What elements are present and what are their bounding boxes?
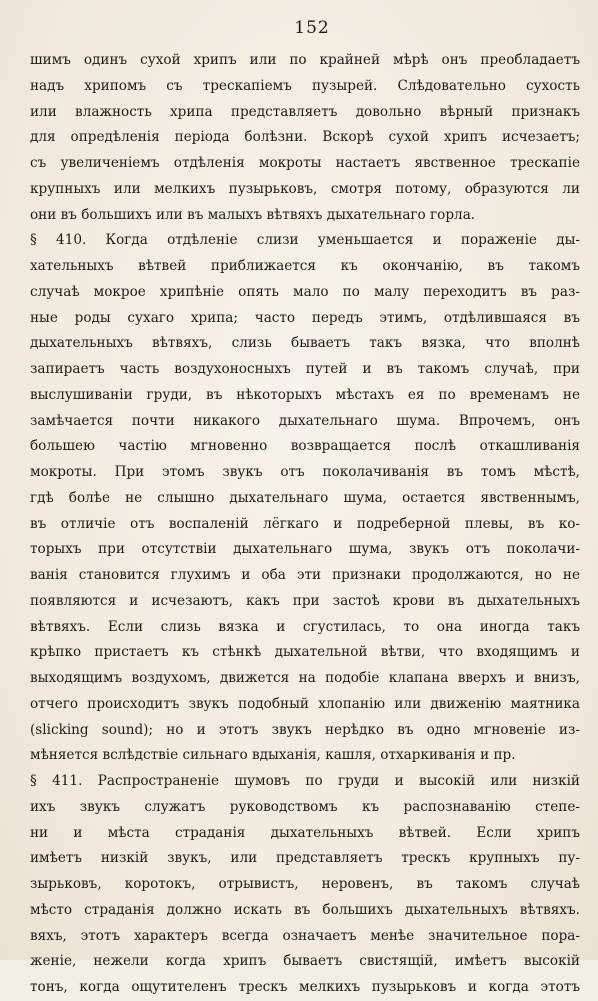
text-line: крѣпко пристаетъ къ стѣнкѣ дыхательной вѣтви, что входящимъ и — [30, 644, 580, 661]
text-line: (slicking sound); но и этотъ звукъ нерѣдко въ одно мгновеніе из- — [30, 721, 580, 738]
text-line: § 410. Когда отдѣленіе слизи уменьшается и пораженіе ды- — [30, 232, 580, 249]
text-line: замѣчается почти никакого дыхательнаго шума. Впрочемъ, онъ — [30, 412, 580, 429]
text-line: отчего происходитъ звукъ подобный хлопанію или движенію маятника — [30, 695, 580, 712]
text-line: выходящимъ воздухомъ, движется на подобіе клапана вверхъ и внизъ, — [30, 670, 580, 686]
text-line: тонъ, когда ощутителенъ трескъ мелкихъ пузырьковъ и когда этотъ — [30, 979, 580, 995]
text-line: вѣтвяхъ. Если слизь вязка и сгустилась, то она иногда такъ — [30, 618, 580, 635]
text-line: мѣняется вслѣдствіе сильнаго вдыханія, кашля, отхаркиванія и пр. — [30, 747, 516, 764]
text-line: надъ хрипомъ съ трескапіемъ пузырей. Слѣдовательно сухость — [30, 77, 580, 94]
text-line: имѣетъ низкій звукъ, или представляетъ трескъ крупныхъ пу- — [30, 850, 580, 867]
text-line: хательныхъ вѣтвей приближается къ окончанію, въ такомъ — [30, 258, 580, 274]
text-line: зырьковъ, коротокъ, отрывистъ, неровенъ, въ такомъ случаѣ — [30, 876, 580, 892]
text-line: мокроты. При этомъ звукъ отъ поколачиванія въ томъ мѣстѣ, — [30, 464, 580, 480]
text-line: выслушиваніи груди, въ нѣкоторыхъ мѣстахъ ея по временамъ не — [30, 386, 580, 403]
text-line: дыхательныхъ вѣтвяхъ, слизь бываетъ такъ вязка, что вполнѣ — [30, 335, 580, 352]
text-line: для опредѣленія періода болѣзни. Вскорѣ сухой хрипъ исчезаетъ; — [30, 129, 580, 146]
text-line: ихъ звукъ служатъ руководствомъ къ распознаванію степе- — [30, 798, 580, 815]
text-line: мѣсто страданія должно искать въ большихъ дыхательныхъ вѣтвяхъ. — [30, 901, 580, 918]
body-text — [30, 48, 580, 1001]
text-line: ни и мѣста страданія дыхательныхъ вѣтвей. Если хрипъ — [30, 824, 580, 841]
text-line: появляются и исчезаютъ, какъ при застоѣ крови въ дыхательныхъ — [30, 592, 580, 609]
text-line: § 411. Распространеніе шумовъ по груди и высокій или низкій — [30, 773, 580, 789]
text-line: въ отличіе отъ воспаленій лёгкаго и подреберной плевы, въ ко- — [30, 515, 580, 532]
text-line: торыхъ при отсутствіи дыхательнаго шума, звукъ отъ поколачи- — [30, 541, 580, 558]
text-line: случаѣ мокрое хрипѣніе опять мало по малу переходитъ въ раз- — [30, 283, 580, 300]
text-line: ные роды сухаго хрипа; часто передъ этимъ, отдѣлившаяся въ — [30, 309, 580, 326]
text-line: запираетъ часть воздухоносныхъ путей и въ такомъ случаѣ, при — [30, 361, 580, 377]
text-line: крупныхъ или мелкихъ пузырьковъ, смотря потому, образуются ли — [30, 180, 580, 197]
text-line: вяхъ, этотъ характеръ всегда означаетъ менѣе значительное пора- — [30, 927, 580, 944]
text-line: ванія становится глухимъ и оба эти признаки продолжаются, но не — [30, 567, 580, 583]
text-line: женіе, нежели когда хрипъ бываетъ свистящій, имѣетъ высокій — [30, 953, 580, 970]
text-line: или влажность хрипа представляетъ довольно вѣрный признакъ — [30, 103, 580, 120]
text-line: съ увеличеніемъ отдѣленія мокроты настаетъ явственное трескапіе — [30, 155, 580, 171]
page-number: 152 — [294, 18, 330, 38]
text-line: большею частію мгновенно возвращается послѣ откашливанія — [30, 438, 580, 455]
text-line: шимъ одинъ сухой хрипъ или по крайней мѣрѣ онъ преобладаетъ — [30, 52, 580, 68]
text-line: гдѣ болѣе не слышно дыхательнаго шума, остается явственнымъ, — [30, 489, 580, 506]
text-line: они въ большихъ или въ малыхъ вѣтвяхъ дыхательнаго горла. — [30, 206, 476, 223]
